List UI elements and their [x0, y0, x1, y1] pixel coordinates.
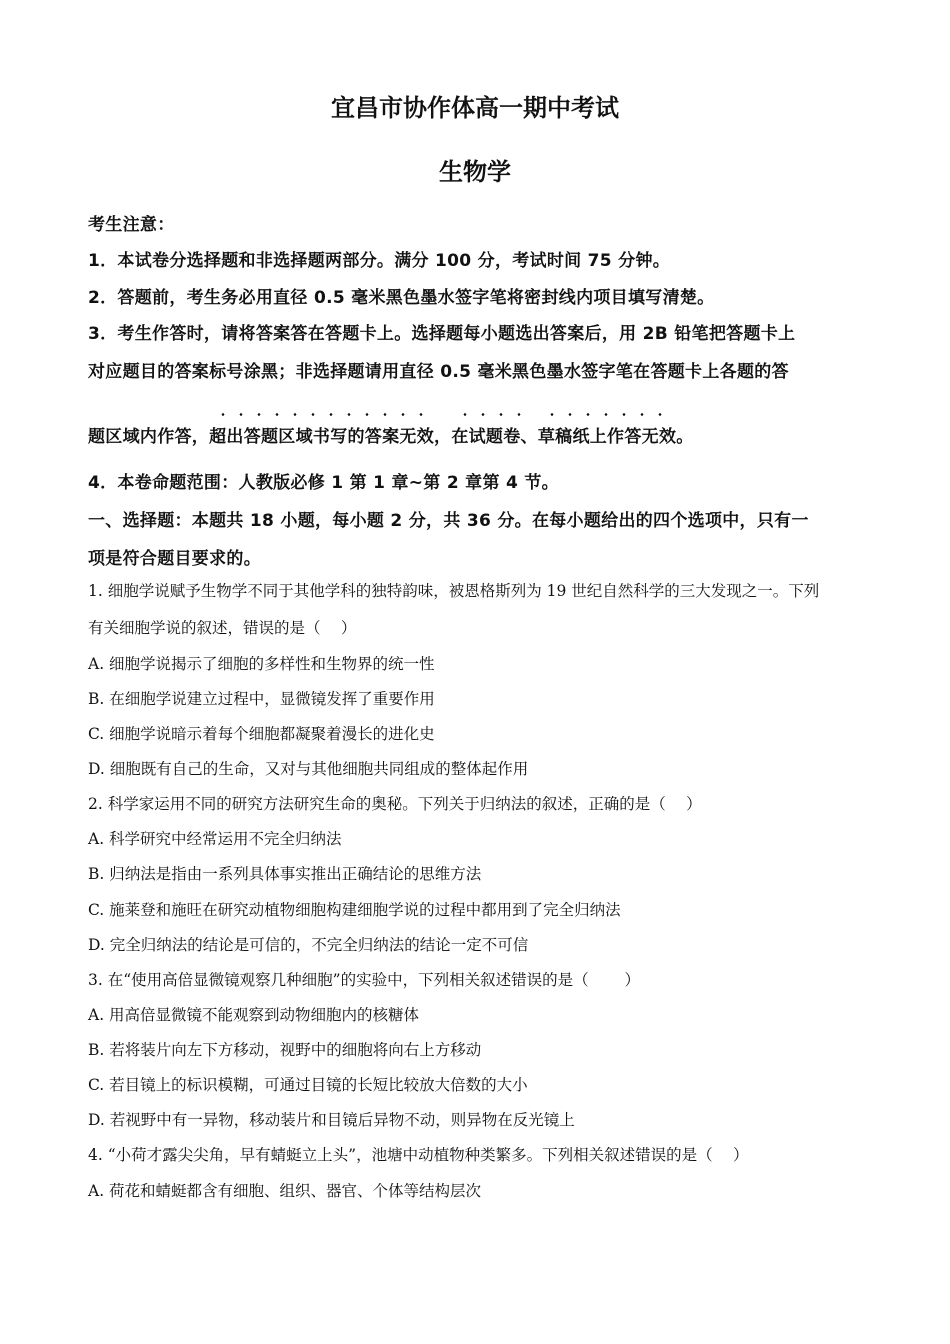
question-3-option-d: D. 若视野中有一异物，移动装片和目镜后异物不动，则异物在反光镜上: [88, 1111, 575, 1129]
notice-text: ，: [434, 427, 452, 447]
question-3-stem: 3. 在“使用高倍显微镜观察几种细胞”的实验中，下列相关叙述错误的是（ ）: [88, 971, 640, 989]
emphasis-text: 超出答题区域书写的答案无效: [209, 422, 434, 447]
question-4-stem: 4. “小荷才露尖尖角，早有蜻蜓立上头”，池塘中动植物种类繁多。下列相关叙述错误的是（ ）: [88, 1146, 749, 1164]
notice-text: 。: [676, 427, 694, 447]
question-2-option-b: B. 归纳法是指由一系列具体事实推出正确结论的思维方法: [88, 865, 482, 883]
question-1-stem: 1. 细胞学说赋予生物学不同于其他学科的独特韵味，被恩格斯列为 19 世纪自然科学的三大发现之一。下列: [88, 582, 820, 600]
subject-title: 生物学: [439, 158, 511, 186]
notice-text: 题区域内作答，: [88, 427, 210, 447]
question-3-option-a: A. 用高倍显微镜不能观察到动物细胞内的核糖体: [88, 1006, 420, 1024]
emphasis-text: 草稿纸上作答无效: [538, 422, 676, 447]
question-1-option-d: D. 细胞既有自己的生命，又对与其他细胞共同组成的整体起作用: [88, 760, 529, 778]
notice-item-2: 2．答题前，考生务必用直径 0.5 毫米黑色墨水签字笔将密封线内项目填写清楚。: [88, 288, 715, 308]
exam-title: 宜昌市协作体高一期中考试: [331, 94, 619, 122]
question-2-stem: 2. 科学家运用不同的研究方法研究生命的奥秘。下列关于归纳法的叙述，正确的是（ ）: [88, 795, 702, 813]
question-3-option-c: C. 若目镜上的标识模糊，可通过目镜的长短比较放大倍数的大小: [88, 1076, 528, 1094]
question-4-option-a: A. 荷花和蜻蜓都含有细胞、组织、器官、个体等结构层次: [88, 1182, 482, 1200]
notice-text: 、: [520, 427, 538, 447]
question-1-option-b: B. 在细胞学说建立过程中，显微镜发挥了重要作用: [88, 690, 435, 708]
question-2-option-c: C. 施莱登和施旺在研究动植物细胞构建细胞学说的过程中都用到了完全归纳法: [88, 901, 621, 919]
question-2-option-a: A. 科学研究中经常运用不完全归纳法: [88, 830, 342, 848]
question-1-option-a: A. 细胞学说揭示了细胞的多样性和生物界的统一性: [88, 655, 435, 673]
notice-item-1: 1．本试卷分选择题和非选择题两部分。满分 100 分，考试时间 75 分钟。: [88, 251, 671, 271]
notice-item-3-line-1: 3．考生作答时，请将答案答在答题卡上。选择题每小题选出答案后，用 2B 铅笔把答题卡上: [88, 324, 796, 344]
section-heading-line-1: 一、选择题：本题共 18 小题，每小题 2 分，共 36 分。在每小题给出的四个选项中，只有一: [88, 511, 809, 531]
question-3-option-b: B. 若将装片向左下方移动，视野中的细胞将向右上方移动: [88, 1041, 482, 1059]
question-2-option-d: D. 完全归纳法的结论是可信的，不完全归纳法的结论一定不可信: [88, 936, 529, 954]
question-1-stem-cont: 有关细胞学说的叙述，错误的是（ ）: [88, 619, 357, 637]
notice-heading: 考生注意：: [88, 215, 175, 235]
section-heading-line-2: 项是符合题目要求的。: [88, 549, 261, 569]
notice-item-3-line-3: [88, 422, 694, 447]
notice-item-3-line-2: 对应题目的答案标号涂黑；非选择题请用直径 0.5 毫米黑色墨水签字笔在答题卡上各题的答: [88, 362, 789, 382]
question-1-option-c: C. 细胞学说暗示着每个细胞都凝聚着漫长的进化史: [88, 725, 435, 743]
notice-item-4: 4．本卷命题范围：人教版必修 1 第 1 章~第 2 章第 4 节。: [88, 473, 559, 493]
emphasis-text: 在试题卷: [451, 422, 520, 447]
